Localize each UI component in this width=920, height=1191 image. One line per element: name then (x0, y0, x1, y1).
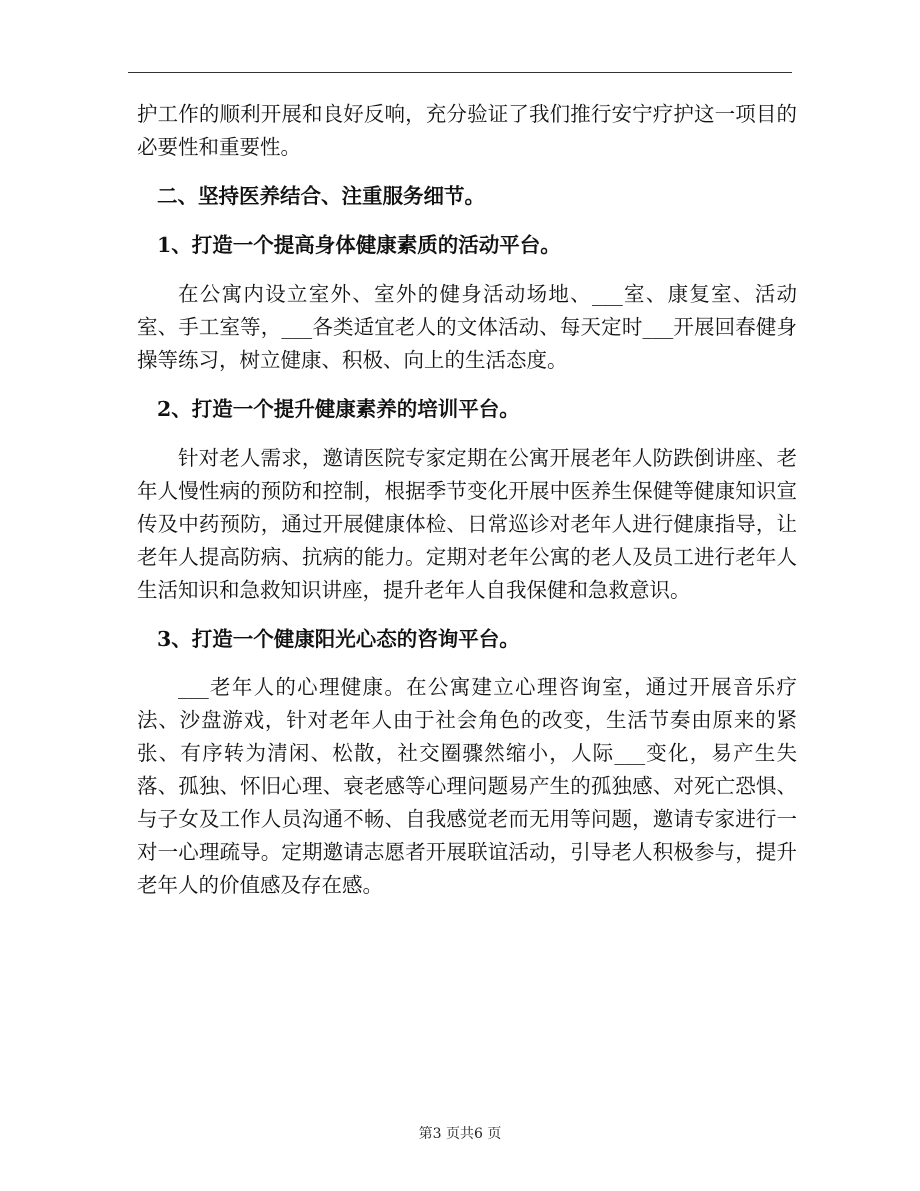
subsection-heading-2: 2、打造一个提升健康素养的培训平台。 (157, 397, 520, 421)
subsection-heading-3: 3、打造一个健康阳光心态的咨询平台。 (157, 627, 520, 651)
paragraph-counseling-platform: ___老年人的心理健康。在公寓建立心理咨询室，通过开展音乐疗法、沙盘游戏，针对老年人由于社会角色的改变，生活节奏由原来的紧张、有序转为清闲、松散，社交圈骤然缩小，人际___变化，易产生失落、孤独、怀旧心理、衰老感等心理问题易产生的孤独感、对死亡恐惧、与子女及工作人员沟通不畅、自我感觉老而无用等问题，邀请专家进行一对一心理疏导。定期邀请志愿者开展联谊活动，引导老人积极参与，提升老年人的价值感及存在感。 (137, 675, 797, 897)
page-number: 第3 页共6 页 (418, 1126, 502, 1142)
section-heading: 二、坚持医养结合、注重服务细节。 (157, 184, 485, 208)
document-body (137, 98, 797, 902)
subsection-heading-1: 1、打造一个提高身体健康素质的活动平台。 (157, 233, 561, 257)
paragraph-activity-platform: 在公寓内设立室外、室外的健身活动场地、___室、康复室、活动室、手工室等，___各类适宜老人的文体活动、每天定时___开展回春健身操等练习，树立健康、积极、向上的生活态度。 (137, 282, 797, 372)
paragraph-training-platform: 针对老人需求，邀请医院专家定期在公寓开展老年人防跌倒讲座、老年人慢性病的预防和控制，根据季节变化开展中医养生保健等健康知识宣传及中药预防，通过开展健康体检、日常巡诊对老年人进行健康指导，让老年人提高防病、抗病的能力。定期对老年公寓的老人及员工进行老年人生活知识和急救知识讲座，提升老年人自我保健和急救意识。 (137, 446, 797, 602)
header-rule (128, 72, 792, 73)
paragraph-continuation: 护工作的顺利开展和良好反响，充分验证了我们推行安宁疗护这一项目的必要性和重要性。 (137, 102, 797, 159)
